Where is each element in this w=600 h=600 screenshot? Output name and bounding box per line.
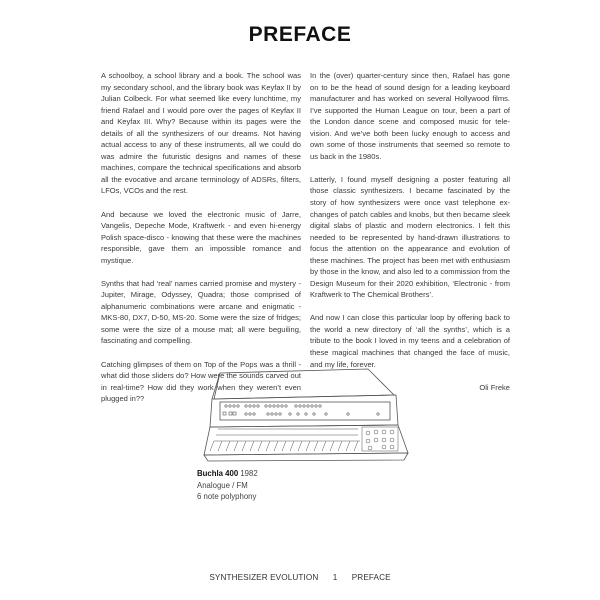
page-title: PREFACE: [248, 23, 352, 46]
paragraph: A schoolboy, a school library and a book. The school was my secondary school, and the library book was Keyfax II by Julian Colbeck. For what seemed like every lunchtime, my friend Rafael and I would pore over the pages of Keyfax II and Keyfax III. Why? Because within its pages were the details of all the synthesizers of our dreams. Not having actual access to any of these instruments, all we could do was admire the futuristic designs and names of these machines, compare the technical specifications and absorb all the evocative and arcane terminology of ADSRs, filters, LFOs, VCOs and the rest.: [101, 71, 301, 196]
synthesizer-drawing: [198, 365, 428, 465]
section-name: PREFACE: [351, 573, 391, 582]
paragraph: And because we loved the electronic music of Jarre, Vangelis, Depeche Mode, Kraftwerk - and even hi-energy Polish space-disco - knowing that these were the machines responsible, gave them an impossible romance and mystique.: [101, 209, 301, 265]
paragraph: And now I can close this particular loop by offering back to the world a new directory of ‘all the synths’, which is a tribute to the book I loved in my teens and a celebration of these magical machines that changed the face of music, and my life, forever.: [310, 313, 510, 369]
book-title: SYNTHESIZER EVOLUTION: [209, 573, 319, 582]
page-number: 1: [332, 573, 338, 582]
paragraph: Latterly, I found myself designing a poster featuring all those classic synthesizers. I became fascinated by the story of how synthesizers were once vast telephone exchanges of patch cables and knobs, but then became sleek digital slabs of plastic and modern electronics. I felt this needed to be represented by hand-drawn illustrations to focus the attention on the appearance and evolution of these machines. The project has been met with enthusiasm by those in the know, and also led to a commission from the Design Museum for their 2020 exhibition, ‘Electronic - from Kraftwerk to The Chemical Brothers’.: [310, 174, 510, 300]
author-signature: Oli Freke: [479, 382, 510, 392]
right-column: [310, 70, 510, 405]
illustration-caption: [197, 468, 258, 503]
synth-type: Analogue / FM: [197, 480, 248, 490]
paragraph: Catching glimpses of them on Top of the Pops was a thrill - what did those sliders do? How were the sounds carved out in real-time? How did they work when they weren’t even plugged in??: [101, 359, 301, 404]
synth-polyphony: 6 note polyphony: [197, 492, 257, 501]
synth-name: Buchla 400: [197, 469, 239, 478]
paragraph: Synths that had ‘real’ names carried promise and mystery - Jupiter, Mirage, Odyssey, Quadra; those comprised of alphanumeric combinations were arcane and enigmatic - MKS-80, DX7, D-50, MS-20. Some were the size of fridges; some were the size of a mouse mat; all were beguiling, fascinating and compelling.: [101, 278, 301, 346]
paragraph: In the (over) quarter-century since then, Rafael has gone on to be the head of sound design for a leading keyboard manufacturer and has worked on several Hollywood films. I’ve supported the Human League on tour, been a part of the London dance scene and composed music for television. And we’ve both been lucky enough to access and own some of those instruments that seemed so remote to us back in the 1980s.: [310, 71, 510, 161]
page-footer: [0, 573, 600, 582]
synth-year: 1982: [240, 469, 258, 478]
